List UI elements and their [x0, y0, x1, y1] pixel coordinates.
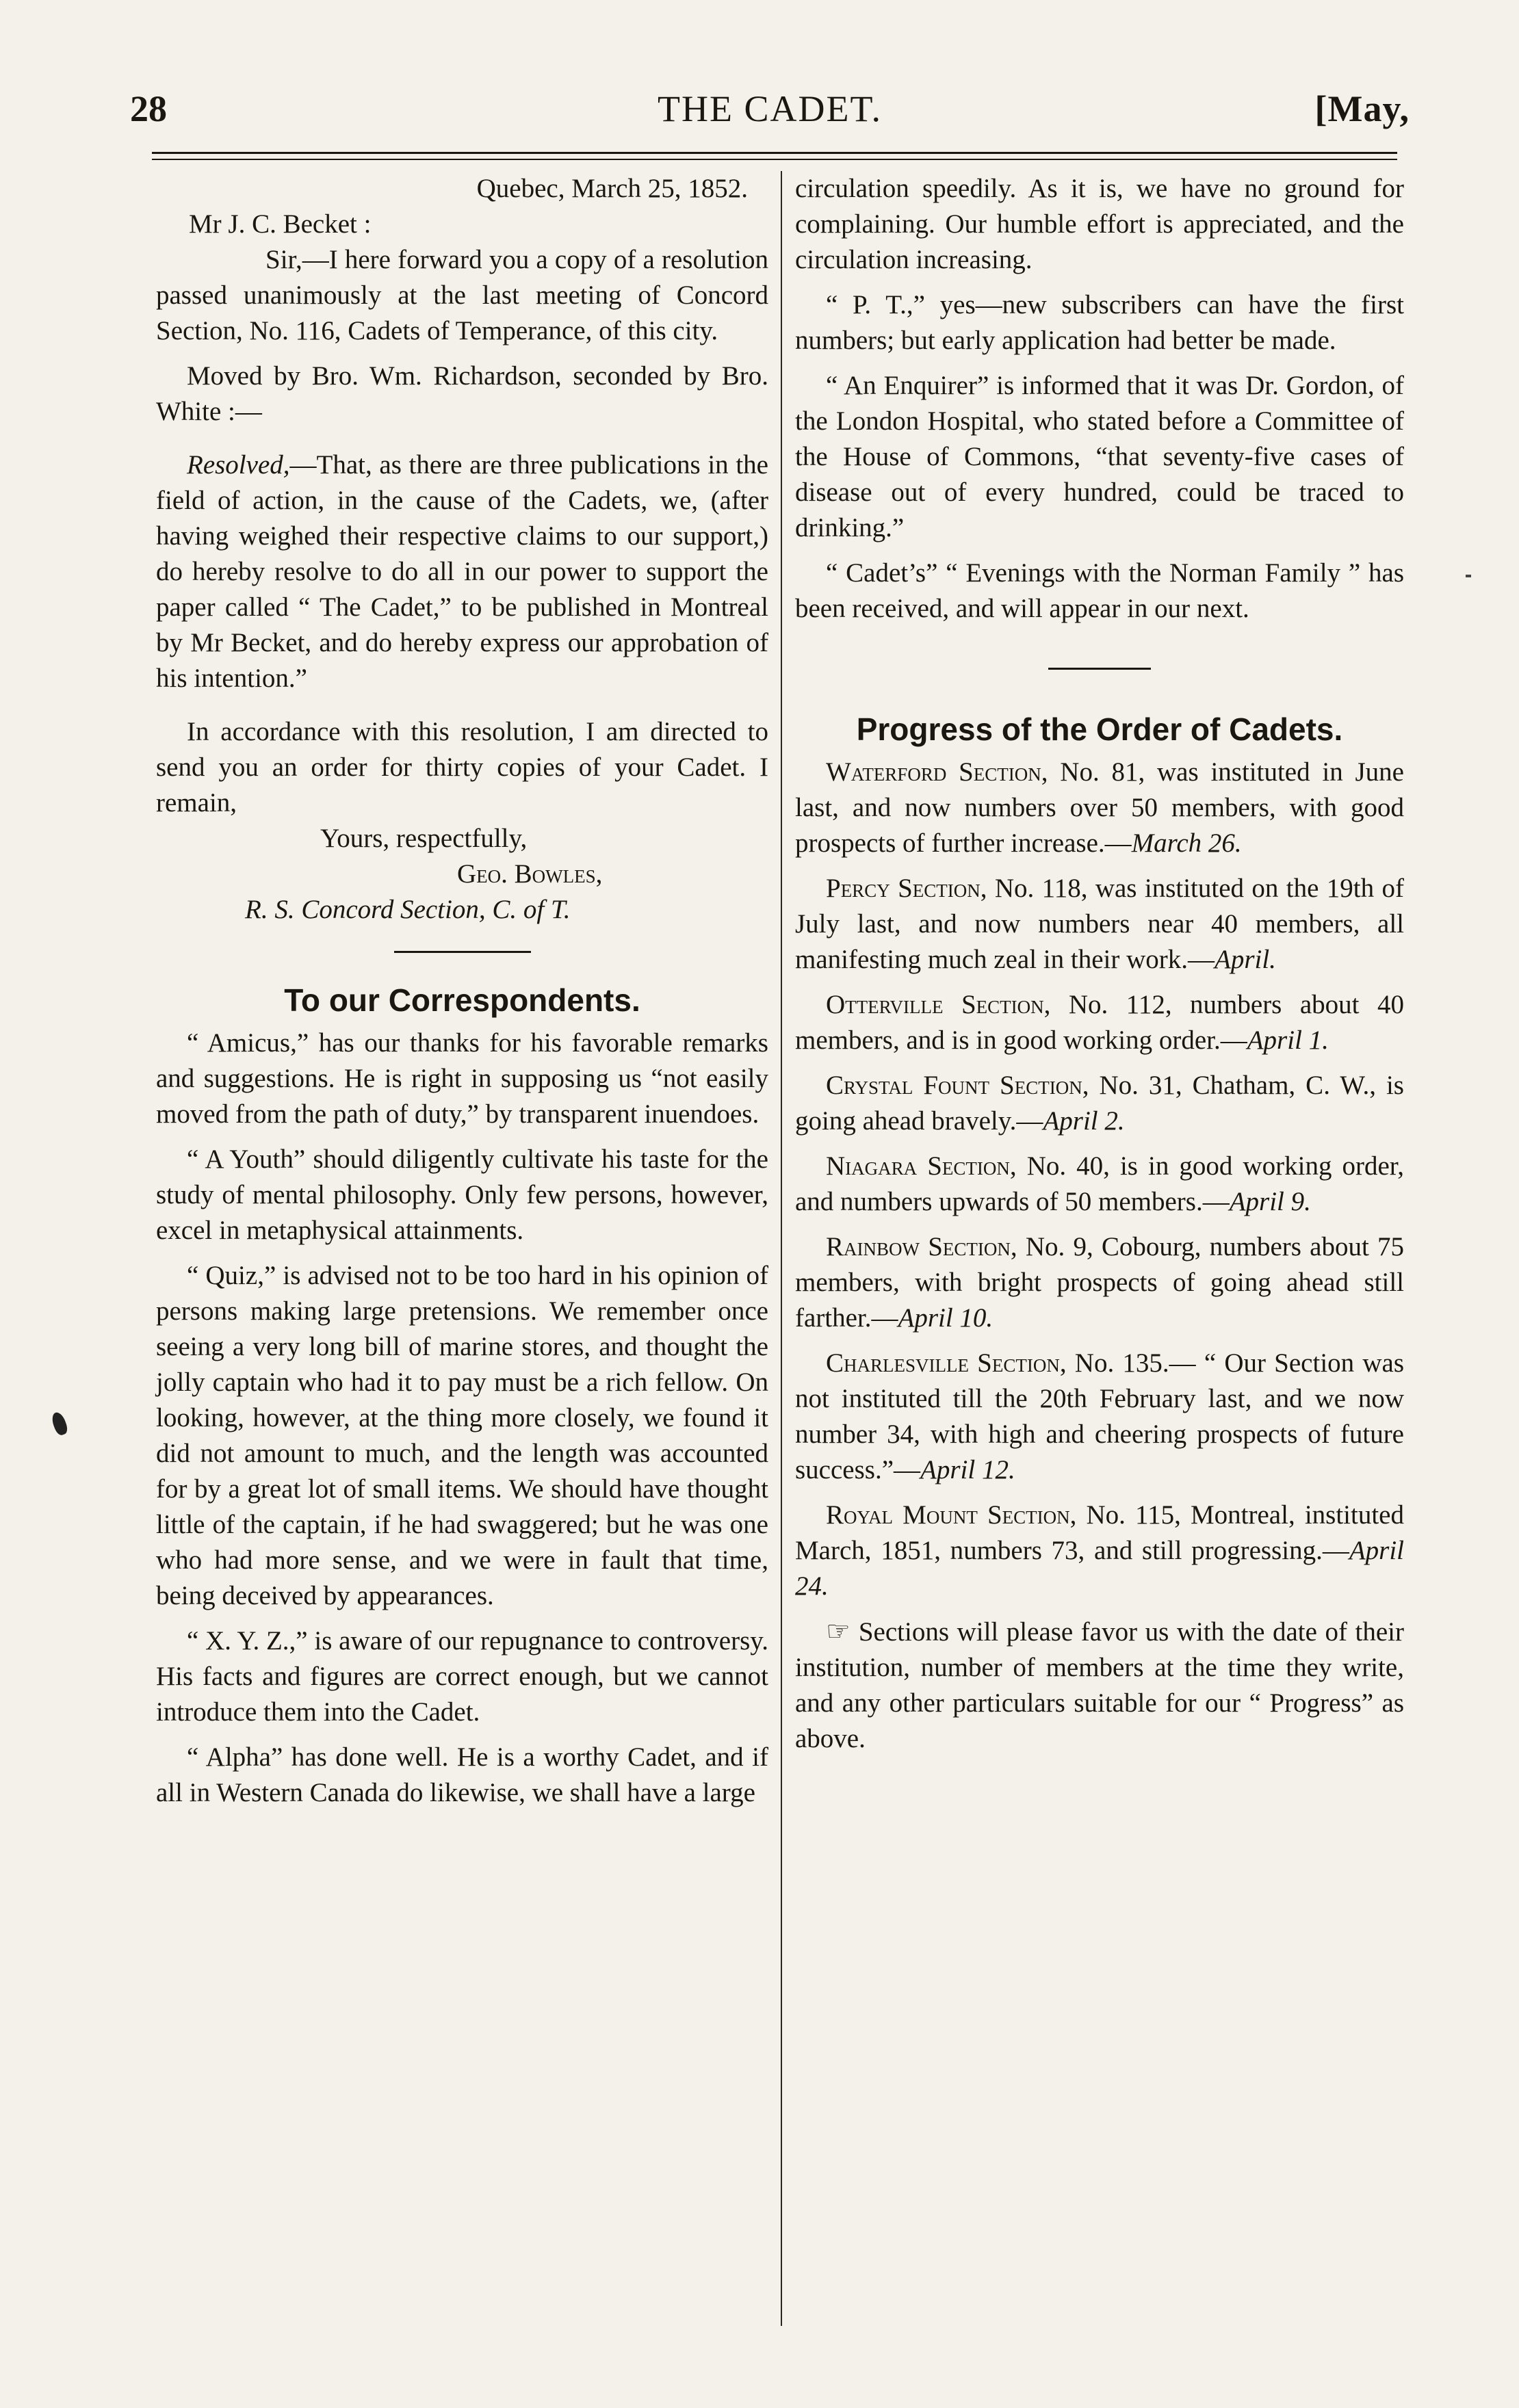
report-date: April 9.: [1229, 1187, 1311, 1216]
publication-title: THE CADET.: [658, 88, 882, 129]
correspondent-note: “ P. T.,” yes—new subscribers can have the first numbers; but early application had better be made.: [795, 290, 1404, 355]
letter-signature: Geo. Bowles,: [457, 859, 603, 889]
resolution-paragraph: [156, 447, 768, 696]
resolved-lead: Resolved,: [187, 450, 290, 480]
section-report: [795, 1229, 1404, 1336]
section-name: Percy Section,: [826, 874, 987, 903]
correspondent-note: “ Cadet’s” “ Evenings with the Norman Family ” has been received, and will appear in our next.: [795, 558, 1404, 623]
section-name: Niagara Section,: [826, 1151, 1017, 1181]
report-text: No. 40, is in good working order, and numbers upwards of 50 members.—: [795, 1151, 1404, 1216]
correspondent-note: “ Quiz,” is advised not to be too hard in his opinion of persons making large pretensions. We remember once seeing a very long bill of marine stores, and thought the jolly captain who had it to pay must be a rich fellow. On looking, however, at the thing more closely, we found it did not amount to much, and the length was accounted for by a great lot of small items. We should have thought little of the captain, if he had swaggered; but he was one who had more sense, and we were in fault that time, being deceived by appearances.: [156, 1261, 768, 1610]
progress-heading: Progress of the Order of Cadets.: [856, 711, 1343, 747]
report-text: No. 115, Montreal, instituted March, 1851, numbers 73, and still progressing.—: [795, 1500, 1404, 1565]
letter-paragraph: In accordance with this resolution, I am directed to send you an order for thirty copies of your Cadet. I remain,: [156, 717, 768, 817]
correspondents-heading: To our Correspondents.: [284, 982, 640, 1018]
margin-speck: [1466, 575, 1471, 577]
page-number: 28: [130, 88, 167, 129]
header-rule-bottom: [152, 159, 1397, 160]
right-column: [795, 171, 1404, 1757]
report-date: April 2.: [1043, 1106, 1125, 1136]
report-date: April 12.: [920, 1455, 1015, 1484]
report-text: No. 9, Cobourg, numbers about 75 members, with bright prospects of going ahead still farther.—: [795, 1232, 1404, 1333]
section-report: [795, 1346, 1404, 1488]
correspondent-note: “ Alpha” has done well. He is a worthy Cadet, and if all in Western Canada do likewise, we shall have a large: [156, 1742, 768, 1807]
margin-ink-mark: [50, 1411, 70, 1437]
report-date: April 10.: [898, 1303, 994, 1333]
report-date: April.: [1215, 945, 1276, 974]
section-report: [795, 1149, 1404, 1220]
letter-paragraph: Sir,—I here forward you a copy of a resolution passed unanimously at the last meeting of Concord Section, No. 116, Cadets of Temperance, of this city.: [156, 245, 768, 345]
left-column: [156, 171, 768, 1811]
section-report: [795, 1497, 1404, 1604]
section-name: Royal Mount Section,: [826, 1500, 1077, 1530]
section-divider: [1048, 668, 1151, 670]
section-name: Waterford Section,: [826, 757, 1048, 787]
section-report: [795, 755, 1404, 861]
report-text: No. 31, Chatham, C. W., is going ahead bravely.—: [795, 1071, 1404, 1136]
section-name: Charlesville Section,: [826, 1348, 1067, 1378]
notice-text: Sections will please favor us with the date of their institution, number of members at the time they write, and any other particulars suitable for our “ Progress” as above.: [795, 1617, 1404, 1753]
report-text: No. 81, was instituted in June last, and now numbers over 50 members, with good prospects of further increase.—: [795, 757, 1404, 858]
section-report: [795, 871, 1404, 978]
column-divider: [781, 171, 782, 2326]
header-rule-top: [152, 152, 1397, 154]
report-date: April 1.: [1247, 1025, 1329, 1055]
section-report: [795, 1068, 1404, 1139]
correspondent-note: “ X. Y. Z.,” is aware of our repugnance to controversy. His facts and figures are correct enough, but we cannot introduce them into the Cadet.: [156, 1626, 768, 1727]
letter-dateline: Quebec, March 25, 1852.: [476, 174, 748, 203]
pointing-hand-icon: ☞: [826, 1616, 851, 1647]
resolution-text: —That, as there are three publications in the field of action, in the cause of the Cadets, we, (after having weighed their respective claims to our support,) do hereby resolve to do all in our power to support the paper called “ The Cadet,” to be published in Montreal by Mr Becket, and do hereby express our approbation of his intention.”: [156, 450, 768, 693]
report-date: April 24.: [795, 1536, 1404, 1601]
correspondent-note: “ An Enquirer” is informed that it was Dr. Gordon, of the London Hospital, who stated before a Committee of the House of Commons, “that seventy-five cases of disease out of every hundred, could be traced to drinking.”: [795, 371, 1404, 542]
section-name: Crystal Fount Section,: [826, 1071, 1089, 1100]
correspondent-note: “ Amicus,” has our thanks for his favorable remarks and suggestions. He is right in supposing us “not easily moved from the path of duty,” by transparent inuendoes.: [156, 1028, 768, 1129]
letter-paragraph: Moved by Bro. Wm. Richardson, seconded by Bro. White :—: [156, 361, 768, 426]
section-name: Rainbow Section,: [826, 1232, 1017, 1261]
report-text: No. 112, numbers about 40 members, and is in good working order.—: [795, 990, 1404, 1055]
section-report: [795, 987, 1404, 1058]
correspondent-note: “ A Youth” should diligently cultivate his taste for the study of mental philosophy. Only few persons, however, excel in metaphysical attainments.: [156, 1144, 768, 1245]
running-header: [130, 88, 1410, 135]
report-text: No. 118, was instituted on the 19th of July last, and now numbers near 40 members, all manifesting much zeal in their work.—: [795, 874, 1404, 974]
notice-paragraph: [795, 1614, 1404, 1757]
letter-addressee: Mr J. C. Becket :: [189, 209, 372, 239]
report-date: March 26.: [1131, 828, 1242, 858]
continued-text: circulation speedily. As it is, we have no ground for complaining. Our humble effort is appreciated, and the circulation increasing.: [795, 174, 1404, 274]
letter-closing: Yours, respectfully,: [320, 824, 528, 853]
issue-month: [May,: [1314, 88, 1410, 129]
section-name: Otterville Section,: [826, 990, 1051, 1019]
section-divider: [394, 951, 531, 953]
report-text: No. 135.— “ Our Section was not instituted till the 20th February last, and we now number 34, with high and cheering prospects of future success.”—: [795, 1348, 1404, 1484]
signature-title: R. S. Concord Section, C. of T.: [245, 895, 571, 924]
